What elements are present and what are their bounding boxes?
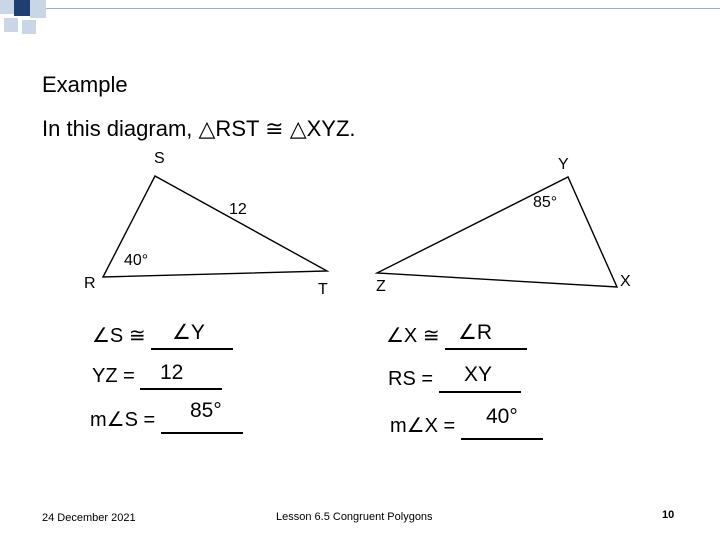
side-rs-length: 12 — [229, 201, 247, 218]
question-prompt: m∠X = — [390, 415, 456, 437]
angle-y-measure: 85° — [533, 194, 558, 211]
question-angle-s — [92, 323, 233, 350]
question-angle-x — [386, 323, 527, 350]
question-prompt: m∠S = — [90, 409, 156, 431]
page-number: 10 — [662, 509, 675, 521]
question-prompt: YZ = — [92, 365, 135, 387]
answer-rs: XY — [464, 363, 493, 386]
footer-date: 24 December 2021 — [42, 512, 136, 524]
triangle-xyz — [377, 177, 617, 287]
angle-r-measure: 40° — [124, 252, 149, 269]
question-rs — [388, 368, 521, 393]
vertex-s-label: S — [154, 150, 165, 167]
vertex-r-label: R — [84, 275, 96, 292]
answer-angle-x: ∠R — [458, 321, 492, 344]
answer-yz: 12 — [160, 361, 184, 384]
vertex-t-label: T — [318, 281, 328, 298]
question-prompt: ∠S ≅ — [92, 325, 146, 347]
question-prompt: ∠X ≅ — [386, 325, 440, 347]
slide-heading: Example — [42, 72, 128, 97]
vertex-y-label: Y — [558, 156, 569, 173]
question-yz — [92, 365, 222, 390]
answer-m-angle-s: 85° — [190, 399, 222, 422]
question-m-angle-x — [390, 413, 543, 440]
vertex-x-label: X — [620, 273, 631, 290]
footer-title: Lesson 6.5 Congruent Polygons — [276, 511, 433, 523]
answer-m-angle-x: 40° — [486, 405, 518, 428]
intro-text: In this diagram, △RST ≅ △XYZ. — [42, 116, 356, 141]
vertex-z-label: Z — [376, 278, 386, 295]
question-prompt: RS = — [388, 368, 434, 390]
answer-angle-s: ∠Y — [172, 321, 205, 344]
